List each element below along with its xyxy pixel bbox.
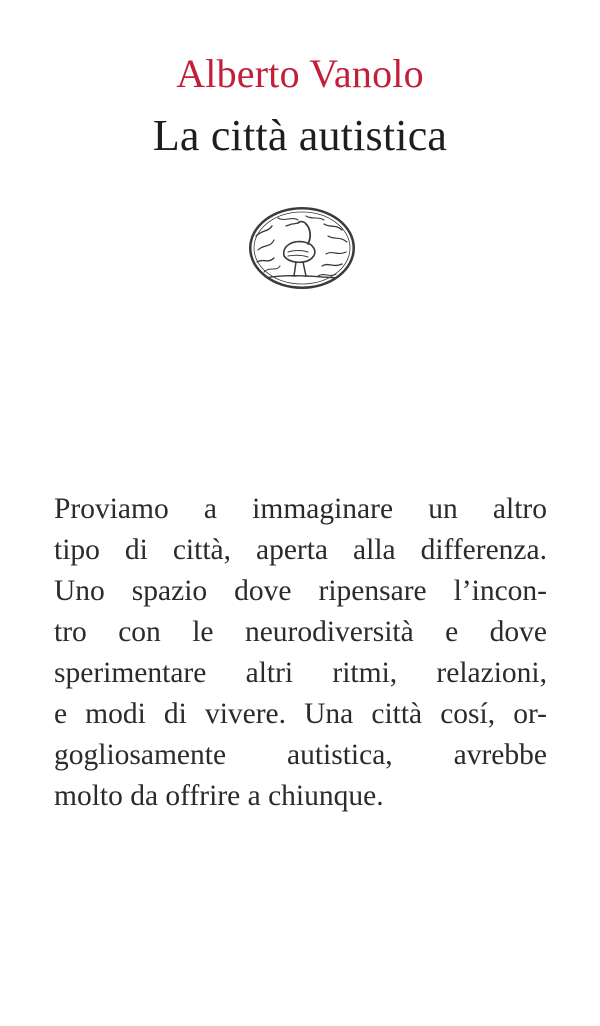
blurb-line: e modi di vivere. Una città cosí, or-: [54, 698, 547, 730]
ostrich-emblem-icon: [248, 206, 356, 290]
book-title: La città autistica: [152, 111, 448, 160]
blurb-line: Proviamo a immaginare un altro: [54, 493, 547, 525]
blurb-line: sperimentare altri ritmi, relazioni,: [54, 657, 547, 689]
blurb-line: molto da offrire a chiunque.: [54, 780, 384, 812]
blurb-line: tro con le neurodiversità e dove: [54, 616, 547, 648]
author-name: Alberto Vanolo: [176, 51, 424, 96]
blurb-text: [54, 489, 547, 817]
blurb-line: tipo di città, aperta alla differenza.: [54, 534, 547, 566]
blurb-line: Uno spazio dove ripensare l’incon-: [54, 575, 547, 607]
blurb-line: gogliosamente autistica, avrebbe: [54, 739, 547, 771]
